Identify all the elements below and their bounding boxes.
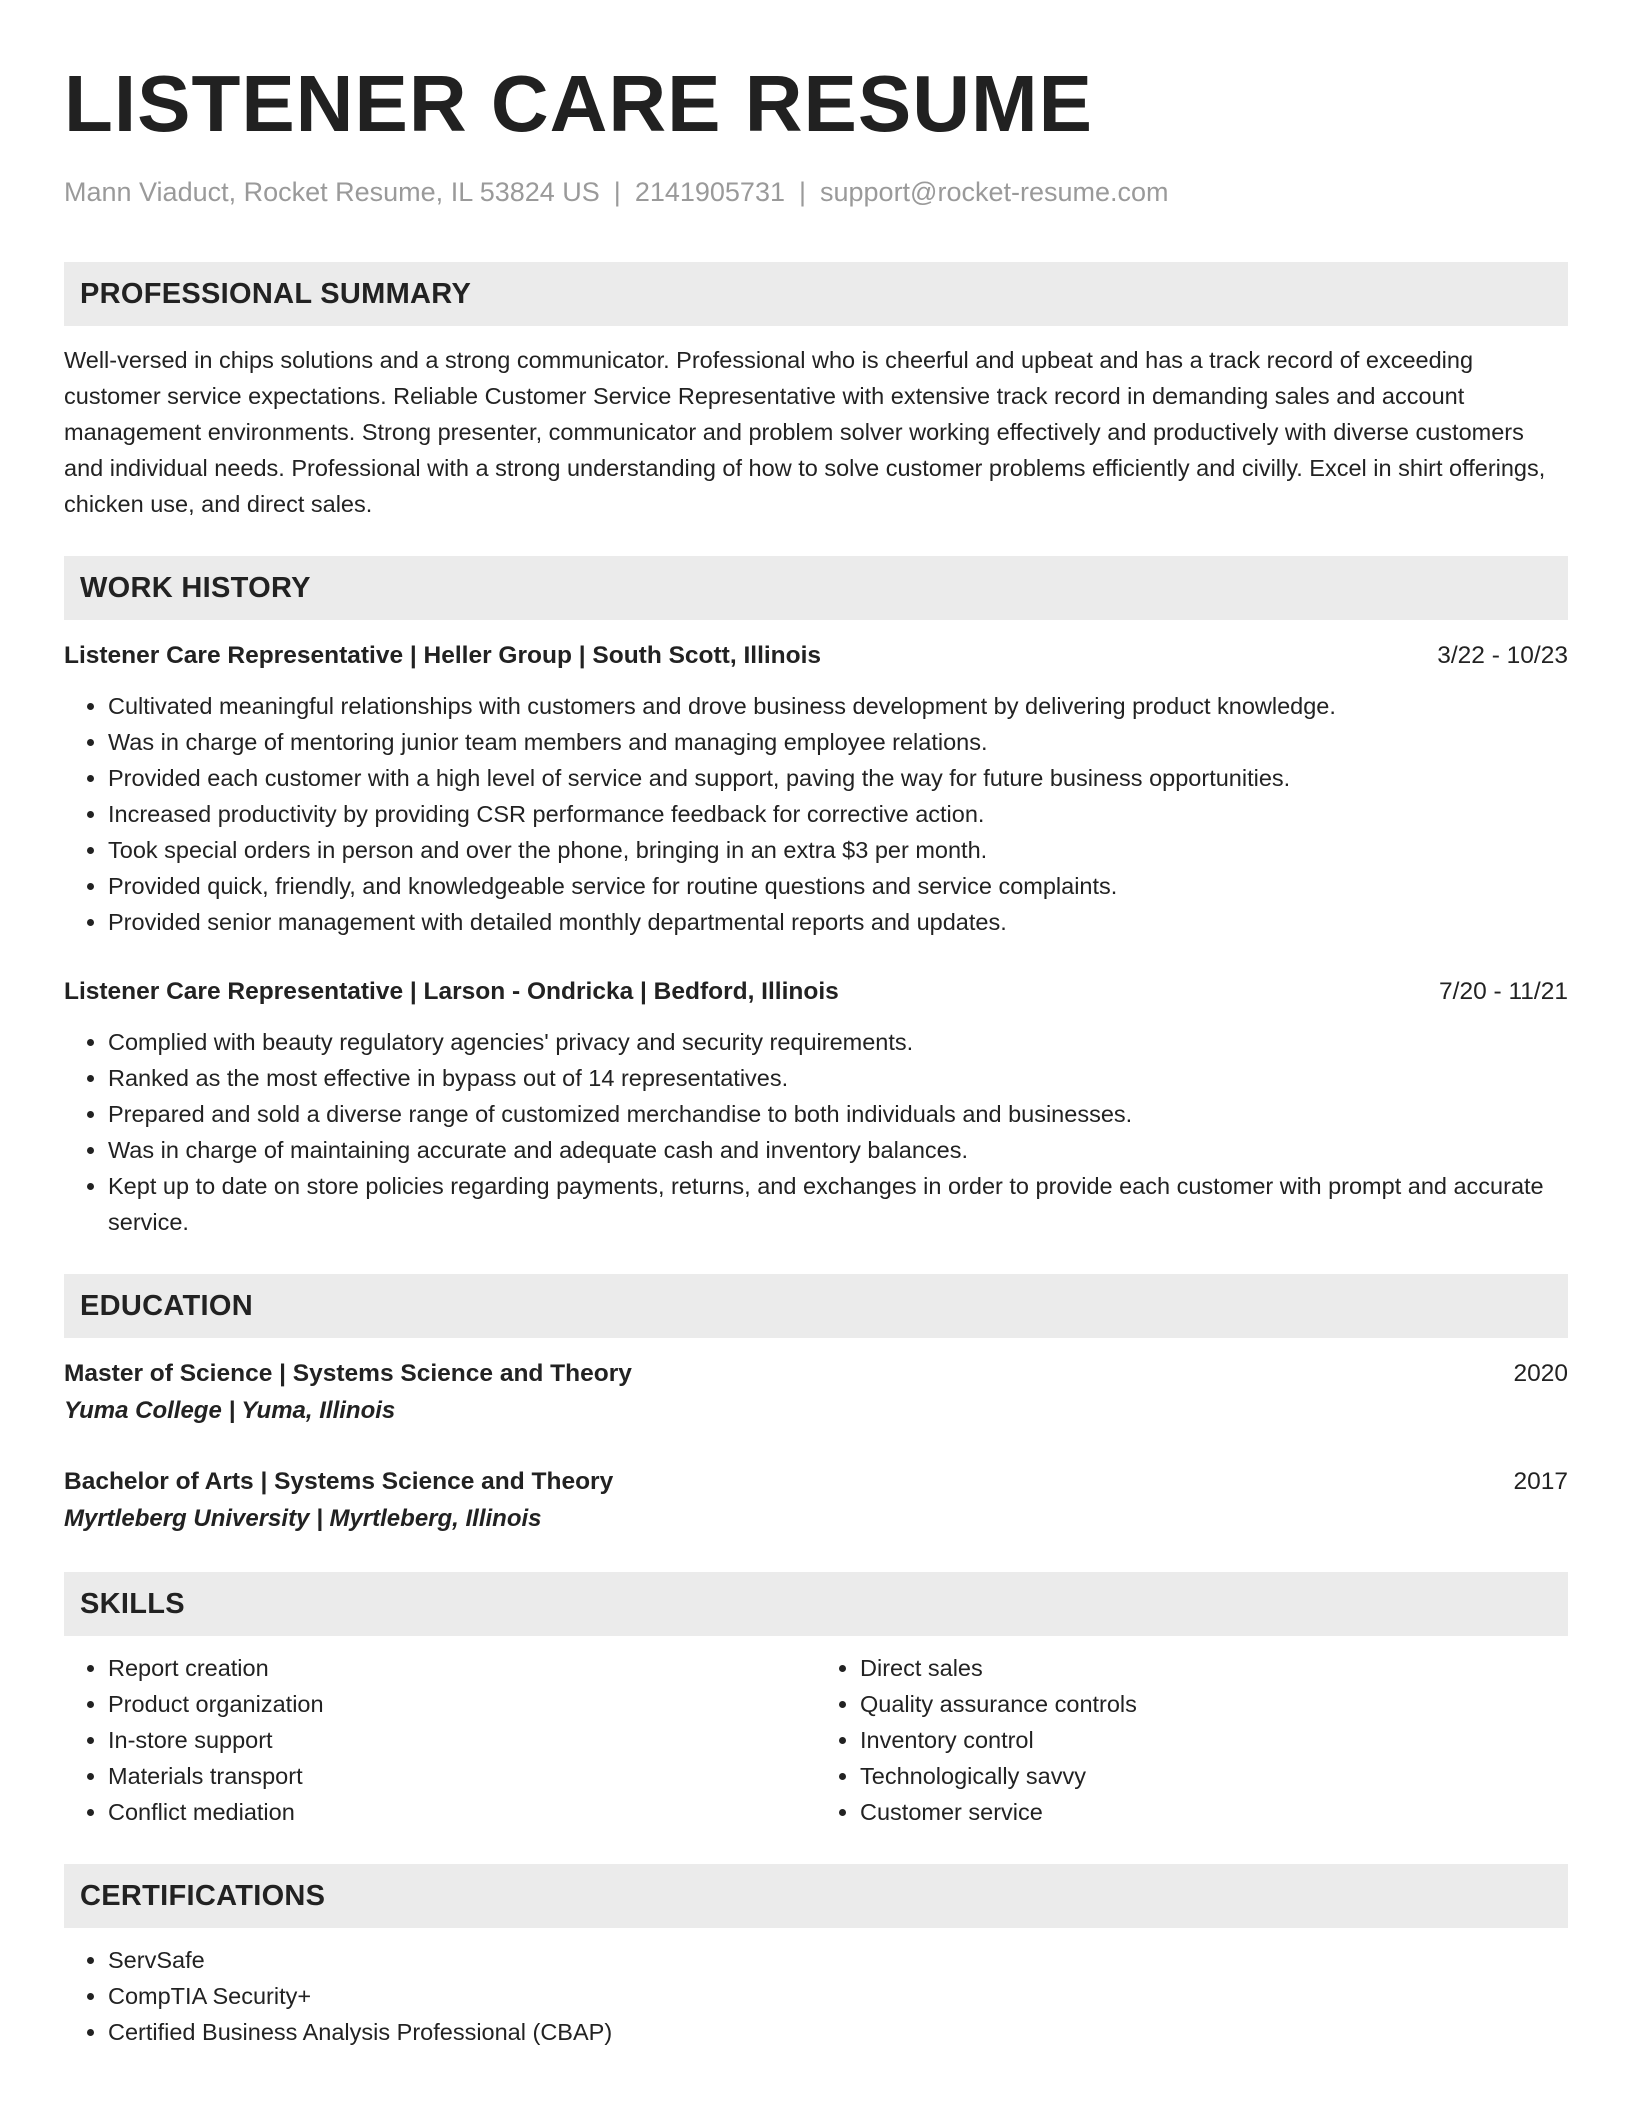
certification-list [64,1942,1568,2050]
job-bullet: • Provided senior management with detailed monthly departmental reports and updates. [108,904,1568,940]
education-header [64,1356,1568,1392]
education-school: Myrtleberg University | Myrtleberg, Illinois [64,1505,542,1532]
job-bullet: • Was in charge of mentoring junior team members and managing employee relations. [108,724,1568,760]
job-bullet: • Took special orders in person and over the phone, bringing in an extra $3 per month. [108,832,1568,868]
skill-item: • Product organization [108,1686,816,1722]
skill-item: • Direct sales [860,1650,1568,1686]
education-school: Yuma College | Yuma, Illinois [64,1397,396,1424]
job-bullets [64,688,1568,940]
job-bullet: • Cultivated meaningful relationships with customers and drove business development by delivering product knowledge. [108,688,1568,724]
job-entry [64,638,1568,940]
contact-phone: 2141905731 [634,177,785,207]
job-title: Listener Care Representative | Heller Group | South Scott, Illinois [64,642,822,669]
contact-email: support@rocket-resume.com [820,177,1169,207]
skill-item: • Materials transport [108,1758,816,1794]
section-heading-work-history: WORK HISTORY [64,556,1568,620]
education-year: 2020 [1513,1360,1568,1387]
skill-item: • Conflict mediation [108,1794,816,1830]
skill-item: • Inventory control [860,1722,1568,1758]
job-dates: 7/20 - 11/21 [1439,978,1568,1005]
education-entry [64,1464,1568,1538]
skill-item: • In-store support [108,1722,816,1758]
job-bullet: • Complied with beauty regulatory agencies' privacy and security requirements. [108,1024,1568,1060]
job-bullet: • Prepared and sold a diverse range of customized merchandise to both individuals and businesses. [108,1096,1568,1132]
job-dates: 3/22 - 10/23 [1437,642,1568,669]
contact-separator: | [798,177,806,207]
job-title: Listener Care Representative | Larson - Ondricka | Bedford, Illinois [64,978,839,1005]
education-degree: Master of Science | Systems Science and Theory [64,1360,632,1387]
summary-text: Well-versed in chips solutions and a strong communicator. Professional who is cheerful and upbeat and has a track record of exceeding customer service expectations. Reliable Customer Service Representative with extensive track record in demanding sales and account management environments. Strong presenter, communicator and problem solver working effectively and productively with diverse customers and individual needs. Professional with a strong understanding of how to solve customer problems efficiently and civilly. Excel in shirt offerings, chicken use, and direct sales. [64,347,1546,517]
contact-address: Mann Viaduct, Rocket Resume, IL 53824 US [64,177,600,207]
job-bullet: • Provided each customer with a high level of service and support, paving the way for future business opportunities. [108,760,1568,796]
education-entry [64,1356,1568,1430]
section-heading-education: EDUCATION [64,1274,1568,1338]
certification-item: • Certified Business Analysis Professional (CBAP) [108,2014,1568,2050]
education-year: 2017 [1513,1468,1568,1495]
job-bullet: • Kept up to date on store policies regarding payments, returns, and exchanges in order to provide each customer with prompt and accurate service. [108,1168,1568,1240]
certification-item: • ServSafe [108,1942,1568,1978]
education-header [64,1464,1568,1500]
job-bullets [64,1024,1568,1240]
skills-grid [64,1650,1568,1830]
contact-line [64,174,1568,210]
job-header [64,638,1568,674]
skill-item: • Report creation [108,1650,816,1686]
certification-item: • CompTIA Security+ [108,1978,1568,2014]
skills-column-left [64,1650,816,1830]
job-entry [64,974,1568,1240]
contact-separator: | [613,177,621,207]
section-heading-skills: SKILLS [64,1572,1568,1636]
job-bullet: • Increased productivity by providing CSR performance feedback for corrective action. [108,796,1568,832]
skill-item: • Quality assurance controls [860,1686,1568,1722]
job-bullet: • Was in charge of maintaining accurate and adequate cash and inventory balances. [108,1132,1568,1168]
section-heading-summary: PROFESSIONAL SUMMARY [64,262,1568,326]
job-bullet: • Provided quick, friendly, and knowledgeable service for routine questions and service complaints. [108,868,1568,904]
skill-item: • Technologically savvy [860,1758,1568,1794]
job-header [64,974,1568,1010]
skills-column-right [816,1650,1568,1830]
section-heading-certifications: CERTIFICATIONS [64,1864,1568,1928]
skill-item: • Customer service [860,1794,1568,1830]
job-bullet: • Ranked as the most effective in bypass out of 14 representatives. [108,1060,1568,1096]
education-degree: Bachelor of Arts | Systems Science and Theory [64,1468,614,1495]
resume-title: LISTENER CARE RESUME [64,59,1093,148]
